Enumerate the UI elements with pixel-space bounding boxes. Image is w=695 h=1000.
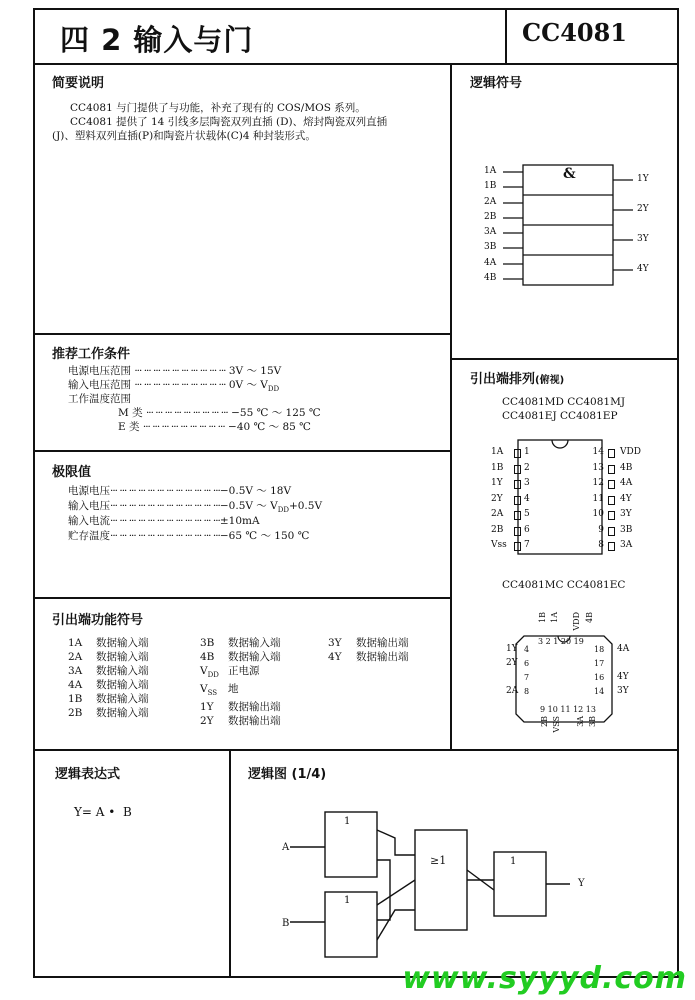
- pin-functions-heading: 引出端功能符号: [52, 613, 144, 628]
- limits-heading: 极限值: [52, 465, 92, 480]
- pin-function-row: [200, 636, 287, 650]
- pin-function-desc: 数据输出端: [356, 651, 409, 663]
- dip-left-pin-name: Vss: [491, 540, 507, 550]
- gate-3-label: ≥1: [430, 854, 447, 867]
- dip-right-pin-box: [608, 496, 615, 505]
- pin-functions-col-3: [328, 636, 415, 664]
- logic-symbol-input-label: 1A: [484, 166, 497, 176]
- dip-right-pin-num: 14: [592, 447, 604, 457]
- dip-right-pin-name: 3B: [620, 524, 633, 535]
- dip-left-pin-box: [514, 511, 521, 520]
- pin-function-table: [328, 636, 415, 664]
- description-line-2: CC4081 提供了 14 引线多层陶瓷双列直插 (D)、熔封陶瓷双列直插: [70, 116, 388, 128]
- lcc-top-nums: 3 2 1 20 19: [538, 637, 584, 646]
- logic-symbol-output-label: 2Y: [637, 204, 649, 214]
- logic-symbol-input-label: 2A: [484, 197, 497, 207]
- pin-function-desc: 数据输入端: [228, 651, 281, 663]
- dip-right-pin-name: 3A: [620, 540, 633, 550]
- limit-dots: ··· ··· ··· ··· ··· ··· ··· ··· ··· ··· ··· ···: [110, 485, 220, 497]
- lcc-right-pin-name: 4A: [617, 644, 630, 654]
- lcc-bottom-nums: 9 10 11 12 13: [540, 705, 596, 714]
- dip-left-pin-num: 6: [524, 524, 530, 535]
- dip-left-pin-box: [514, 496, 521, 505]
- dip-left-pin-num: 1: [524, 447, 530, 457]
- pin-function-row: [200, 682, 287, 700]
- condition-dots: ··· ··· ··· ··· ··· ··· ··· ··· ···: [142, 421, 225, 433]
- title-split: [505, 8, 507, 65]
- h-line-4: [33, 597, 452, 599]
- logic-symbol-output-label: 3Y: [637, 234, 649, 244]
- pin-function-desc: 数据输入端: [96, 679, 149, 691]
- lcc-models: CC4081MC CC4081EC: [502, 579, 626, 591]
- limit-value: −0.5V ～ 18V: [219, 485, 292, 497]
- dip-left-pin-box: [514, 465, 521, 474]
- lcc-left-pin-num: 8: [524, 687, 530, 696]
- lcc-left-pin-num: 4: [524, 645, 530, 654]
- pin-function-pin: [200, 682, 228, 700]
- gate-2-label: 1: [344, 895, 351, 906]
- limit-label: 输入电流: [68, 515, 110, 527]
- lcc-right-pin-num: 17: [594, 659, 605, 668]
- pin-function-desc: 数据输入端: [228, 637, 281, 649]
- pin-name: 2Y: [200, 715, 214, 728]
- amp-symbol: &: [563, 166, 576, 182]
- mid-split: [450, 63, 452, 751]
- pin-functions-col-1: [68, 636, 155, 720]
- lcc-bottom-label: 3A: [576, 716, 585, 727]
- pin-function-pin: [328, 650, 356, 664]
- dip-right-pin-box: [608, 511, 615, 520]
- pin-function-row: [200, 664, 287, 682]
- pin-function-pin: [68, 678, 96, 692]
- pin-function-pin: [68, 636, 96, 650]
- pin-function-row: [200, 700, 287, 714]
- dip-left-pin-box: [514, 542, 521, 551]
- pin-name: 3A: [68, 665, 83, 677]
- pin-sub: SS: [207, 689, 218, 698]
- description-line-1: CC4081 与门提供了与功能，补充了现有的 COS/MOS 系列。: [70, 102, 366, 114]
- limit-label: 电源电压: [68, 485, 110, 497]
- lcc-bottom-label: 3B: [588, 716, 597, 727]
- pin-function-pin: [200, 700, 228, 714]
- bottom-split: [229, 749, 231, 978]
- pin-function-desc: 数据输入端: [96, 707, 149, 719]
- pin-function-pin: [68, 650, 96, 664]
- pin-function-pin: [200, 650, 228, 664]
- pinout-heading-note: (俯视): [535, 375, 565, 386]
- dip-right-pin-num: 12: [592, 478, 604, 488]
- lcc-right-pin-num: 14: [594, 687, 605, 696]
- logic-diagram: [270, 800, 600, 970]
- pin-function-row: [68, 706, 155, 720]
- limit-value: −0.5V ～ V: [219, 500, 278, 512]
- logic-expression: Y= A • B: [74, 805, 132, 819]
- logic-symbol-input-label: 4B: [484, 273, 497, 283]
- h-line-2: [450, 358, 679, 360]
- dip-models-2: CC4081EJ CC4081EP: [502, 410, 618, 422]
- lcc-left-pin-name: 1Y: [506, 644, 518, 654]
- limit-label: 输入电压: [68, 500, 110, 512]
- logic-symbol-input-label: 3B: [484, 242, 497, 252]
- dip-left-pin-box: [514, 527, 521, 536]
- logic-symbol-heading: 逻辑符号: [470, 76, 523, 91]
- dip-left-pin-name: 2B: [491, 524, 504, 535]
- dip-right-pin-box: [608, 527, 615, 536]
- condition-row-m: [118, 405, 321, 420]
- lcc-bottom-label: VSS: [552, 716, 561, 733]
- logic-symbol-output-label: 1Y: [637, 174, 649, 184]
- dip-left-pin-name: 1Y: [491, 478, 503, 488]
- pin-name: 3Y: [328, 637, 342, 649]
- pin-function-row: [200, 714, 287, 728]
- limit-vdd-suffix: +0.5V: [288, 500, 323, 512]
- limit-value: −65 ℃ ～ 150 ℃: [219, 530, 310, 542]
- limit-value: ±10mA: [219, 515, 260, 527]
- pin-function-row: [68, 678, 155, 692]
- pin-name: V: [200, 683, 208, 696]
- limit-dots: ··· ··· ··· ··· ··· ··· ··· ··· ··· ··· ··· ···: [110, 500, 220, 512]
- dip-left-pin-num: 5: [524, 509, 530, 519]
- limit-dots: ··· ··· ··· ··· ··· ··· ··· ··· ··· ··· ··· ···: [110, 530, 220, 542]
- input-b-label: B: [282, 918, 290, 929]
- pin-sub: DD: [207, 671, 219, 680]
- logic-diagram-heading: 逻辑图 (1/4): [248, 767, 327, 782]
- condition-row-vdd: [68, 363, 281, 378]
- h-line-3: [33, 450, 452, 452]
- dip-left-pin-num: 4: [524, 493, 530, 504]
- pin-function-desc: 数据输出端: [228, 715, 281, 728]
- pin-function-row: [328, 636, 415, 650]
- dip-left-pin-num: 2: [524, 462, 530, 473]
- dip-left-pin-num: 7: [524, 540, 530, 550]
- pin-function-desc: 数据输入端: [96, 651, 149, 663]
- pin-function-desc: 数据输出端: [356, 637, 409, 649]
- pin-name: 2B: [68, 707, 83, 719]
- pin-function-pin: [328, 636, 356, 650]
- lcc-left-pin-num: 6: [524, 659, 530, 668]
- pin-function-pin: [68, 706, 96, 720]
- logic-symbol-input-label: 4A: [484, 258, 497, 268]
- limit-row: [68, 498, 322, 514]
- output-y-label: Y: [578, 878, 585, 889]
- limit-row: [68, 528, 309, 543]
- pin-name: V: [200, 665, 208, 677]
- input-a-label: A: [282, 842, 290, 853]
- lcc-right-pin-num: 18: [594, 645, 605, 654]
- pin-function-pin: [200, 636, 228, 650]
- pin-name: 1B: [68, 693, 83, 705]
- dip-right-pin-num: 8: [598, 540, 604, 550]
- condition-value: 3V ～ 15V: [228, 365, 282, 377]
- pin-function-row: [68, 650, 155, 664]
- dip-right-pin-num: 11: [592, 493, 604, 504]
- pin-function-desc: 地: [228, 683, 239, 696]
- condition-value: −40 ℃ ～ 85 ℃: [228, 421, 311, 433]
- pin-name: 1Y: [200, 701, 214, 714]
- dip-right-pin-box: [608, 465, 615, 474]
- dip-left-pin-name: 1B: [491, 462, 504, 473]
- lcc-right-pin-name: 3Y: [617, 686, 629, 696]
- condition-label: E 类: [118, 421, 140, 433]
- pin-function-row: [200, 650, 287, 664]
- pin-name: 3B: [200, 637, 215, 649]
- lcc-top-label: 1A: [550, 612, 559, 623]
- condition-value: 0V ～ V: [228, 379, 268, 391]
- condition-label: 工作温度范围: [68, 393, 131, 405]
- lcc-top-label: 4B: [585, 612, 594, 623]
- pin-function-pin: [68, 664, 96, 678]
- lcc-left-pin-num: 7: [524, 673, 530, 682]
- logic-symbol-output-label: 4Y: [637, 264, 649, 274]
- pin-function-desc: 数据输入端: [96, 637, 149, 649]
- gate-4-label: 1: [510, 856, 517, 867]
- dip-right-pin-name: 3Y: [620, 509, 632, 519]
- lcc-bottom-label: 2B: [540, 716, 549, 727]
- lcc-right-pin-name: 4Y: [617, 672, 629, 682]
- lcc-top-label: 1B: [538, 612, 547, 623]
- dip-right-pin-name: VDD: [620, 447, 641, 457]
- dip-models-1: CC4081MD CC4081MJ: [502, 396, 626, 408]
- pin-name: 1A: [68, 637, 83, 649]
- dip-left-pin-num: 3: [524, 478, 530, 488]
- condition-row-e: [118, 419, 311, 434]
- condition-label: M 类: [118, 407, 143, 419]
- pinout-heading: [470, 368, 564, 387]
- description-line-3: (J)、塑料双列直插(P)和陶瓷片状载体(C)4 种封装形式。: [52, 130, 316, 142]
- limit-dots: ··· ··· ··· ··· ··· ··· ··· ··· ··· ··· ··· ···: [110, 515, 220, 527]
- pin-name: 4B: [200, 651, 215, 663]
- lcc-left-pin-name: 2Y: [506, 658, 518, 668]
- conditions-heading: 推荐工作条件: [52, 347, 131, 362]
- dip-right-pin-name: 4B: [620, 462, 633, 473]
- title-divider: [33, 63, 679, 65]
- dip-right-pin-name: 4A: [620, 478, 633, 488]
- pin-function-row: [328, 650, 415, 664]
- condition-value: −55 ℃ ～ 125 ℃: [231, 407, 321, 419]
- condition-vdd-sub: DD: [267, 385, 280, 394]
- pin-name: 4Y: [328, 651, 342, 663]
- dip-right-pin-box: [608, 449, 615, 458]
- dip-right-pin-box: [608, 480, 615, 489]
- dip-left-pin-box: [514, 480, 521, 489]
- condition-label: 电源电压范围: [68, 365, 131, 377]
- pin-function-row: [68, 636, 155, 650]
- limit-label: 贮存温度: [68, 530, 110, 542]
- dip-right-pin-num: 13: [592, 462, 604, 473]
- dip-right-pin-num: 9: [598, 524, 604, 535]
- condition-dots: ··· ··· ··· ··· ··· ··· ··· ··· ··· ···: [134, 379, 226, 391]
- pin-function-row: [68, 692, 155, 706]
- limit-row: [68, 513, 260, 528]
- h-line-5: [33, 749, 679, 751]
- dip-right-pin-box: [608, 542, 615, 551]
- watermark: www.syyyd.com: [402, 961, 687, 996]
- logic-symbol-input-label: 1B: [484, 181, 497, 191]
- lcc-left-pin-name: 2A: [506, 686, 519, 696]
- condition-row-temp: [68, 391, 131, 406]
- limit-vdd-sub: DD: [277, 506, 289, 515]
- pin-function-pin: [200, 664, 228, 682]
- pin-function-desc: 正电源: [228, 665, 260, 677]
- pin-function-pin: [200, 714, 228, 728]
- pin-name: 4A: [68, 679, 83, 691]
- logic-expression-heading: 逻辑表达式: [55, 767, 121, 782]
- logic-symbol-input-label: 2B: [484, 212, 497, 222]
- lcc-right-pin-num: 16: [594, 673, 605, 682]
- pin-function-desc: 数据输出端: [228, 701, 281, 714]
- dip-left-pin-name: 1A: [491, 447, 504, 457]
- condition-dots: ··· ··· ··· ··· ··· ··· ··· ··· ···: [145, 407, 228, 419]
- logic-symbol-input-label: 3A: [484, 227, 497, 237]
- gate-1-label: 1: [344, 816, 351, 827]
- page-title: 四 2 输入与门: [60, 23, 254, 57]
- pinout-heading-text: 引出端排列: [470, 372, 536, 387]
- description-heading: 简要说明: [52, 76, 105, 91]
- pin-function-pin: [68, 692, 96, 706]
- dip-left-pin-box: [514, 449, 521, 458]
- pin-function-row: [68, 664, 155, 678]
- dip-right-pin-name: 4Y: [620, 493, 632, 504]
- condition-dots: ··· ··· ··· ··· ··· ··· ··· ··· ··· ···: [134, 365, 226, 377]
- pin-function-desc: 数据输入端: [96, 665, 149, 677]
- dip-left-pin-name: 2Y: [491, 493, 503, 504]
- pin-function-table: [200, 636, 287, 728]
- h-line-1: [33, 333, 452, 335]
- pin-functions-col-2: [200, 636, 287, 728]
- pin-function-desc: 数据输入端: [96, 693, 149, 705]
- part-number: CC4081: [522, 18, 627, 47]
- dip-right-pin-num: 10: [592, 509, 604, 519]
- pin-name: 2A: [68, 651, 83, 663]
- dip-left-pin-name: 2A: [491, 509, 504, 519]
- lcc-top-label: VDD: [572, 612, 581, 631]
- limit-row: [68, 483, 291, 498]
- condition-label: 输入电压范围: [68, 379, 131, 391]
- pin-function-table: [68, 636, 155, 720]
